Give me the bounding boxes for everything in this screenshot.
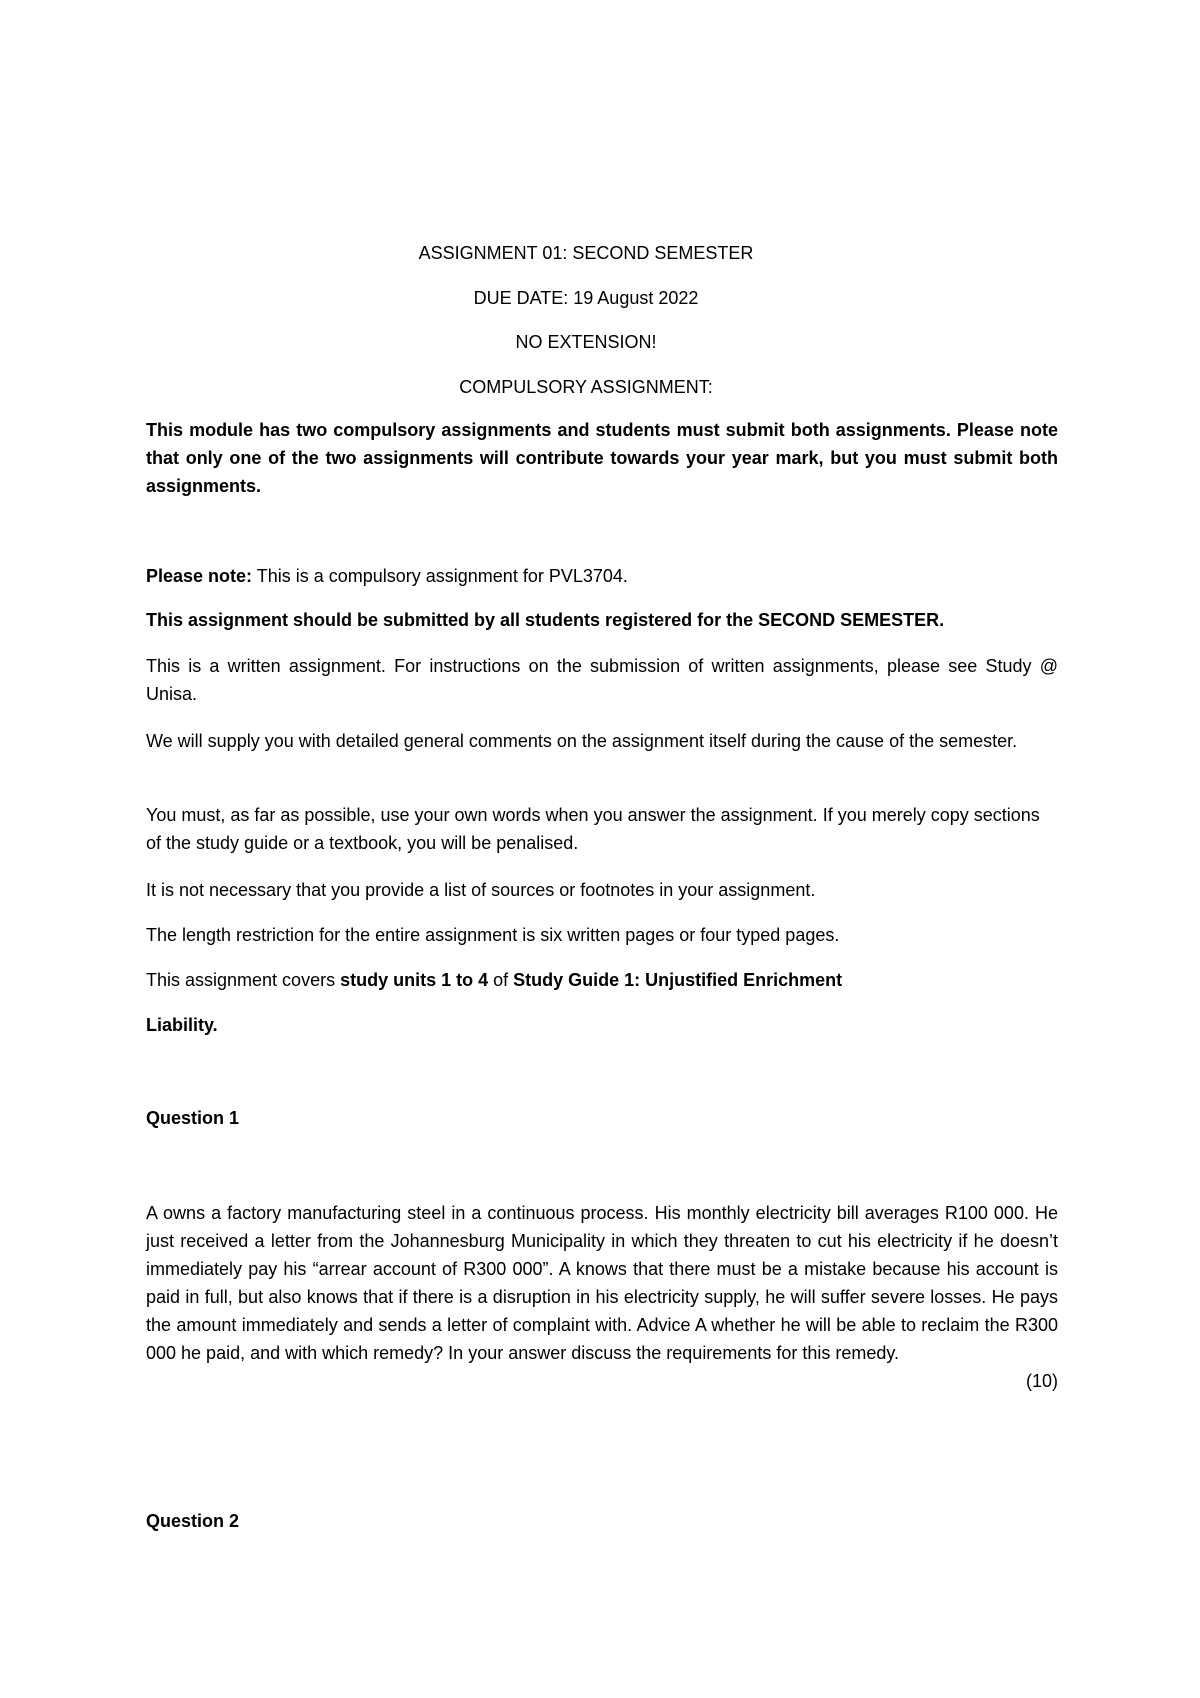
please-note-text: This is a compulsory assignment for PVL3704. — [252, 566, 628, 586]
question-1-text: A owns a factory manufacturing steel in a continuous process. His monthly electricity bill averages R100 000. He just received a letter from the Johannesburg Municipality in which they threaten to cut his electricity if he doesn’t immediately pay his “arrear account of R300 000”. A knows that there must be a mistake because his account is paid in full, but also knows that if there is a disruption in his electricity supply, he will suffer severe losses. He pays the amount immediately and sends a letter of complaint with. Advice A whether he will be able to reclaim the R300 000 he paid, and with which remedy? In your answer discuss the requirements for this remedy. — [146, 1203, 1058, 1363]
document-page — [146, 0, 1058, 1698]
question-2-heading: Question 2 — [146, 1511, 240, 1531]
general-comments-paragraph: We will supply you with detailed general comments on the assignment itself during the cause of the semester. — [146, 731, 1018, 751]
sources-paragraph: It is not necessary that you provide a list of sources or footnotes in your assignment. — [146, 880, 816, 900]
question-1-marks: (10) — [1025, 1371, 1058, 1391]
please-note-paragraph — [146, 562, 1058, 590]
question-1-body — [146, 1199, 1058, 1391]
assignment-title: ASSIGNMENT 01: SECOND SEMESTER — [418, 243, 754, 263]
submitted-by-notice: This assignment should be submitted by all students registered for the SECOND SEMESTER. — [146, 610, 945, 630]
own-words-paragraph: You must, as far as possible, use your own words when you answer the assignment. If you merely copy sections of the study guide or a textbook, you will be penalised. — [146, 805, 1040, 853]
compulsory-heading: COMPULSORY ASSIGNMENT: — [459, 377, 713, 397]
coverage-guide: Study Guide 1: Unjustified Enrichment — [513, 970, 843, 990]
coverage-guide-continued: Liability. — [146, 1015, 218, 1035]
length-restriction-paragraph: The length restriction for the entire assignment is six written pages or four typed pages. — [146, 925, 840, 945]
written-assignment-paragraph: This is a written assignment. For instructions on the submission of written assignments, please see Study @ Unisa. — [146, 656, 1058, 704]
question-1-heading: Question 1 — [146, 1108, 240, 1128]
no-extension-notice: NO EXTENSION! — [515, 332, 657, 352]
compulsory-notice: This module has two compulsory assignments and students must submit both assignments. Please note that only one of the two assignments will contribute towards your year mark, but you must submit both assignments. — [146, 420, 1058, 496]
please-note-label: Please note: — [146, 566, 253, 586]
due-date: DUE DATE: 19 August 2022 — [473, 288, 699, 308]
coverage-units: study units 1 to 4 — [340, 970, 489, 990]
coverage-paragraph: This assignment covers study units 1 to 4 of Study Guide 1: Unjustified Enrichment — [146, 970, 843, 990]
